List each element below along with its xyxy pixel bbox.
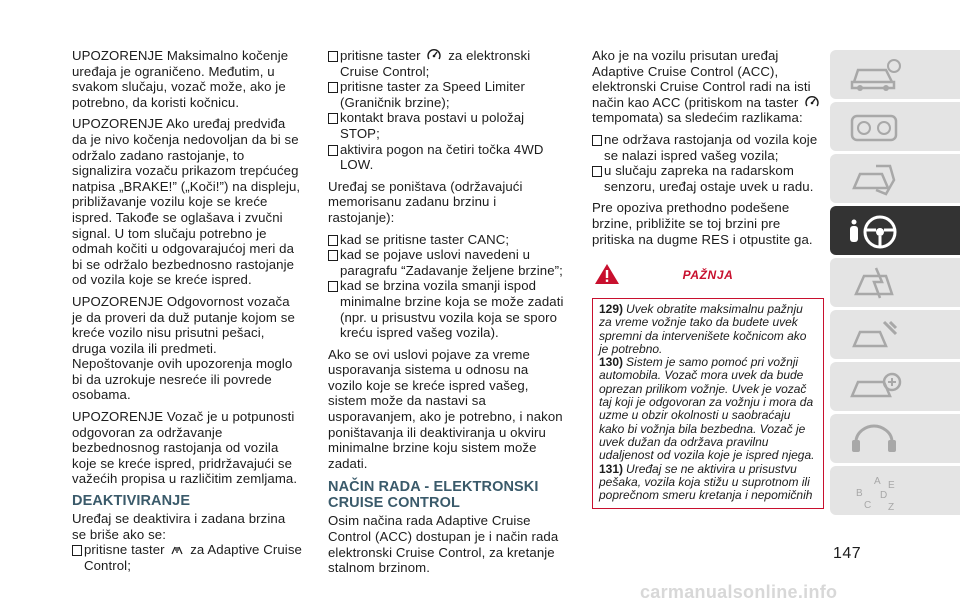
- column-2: [328, 48, 566, 582]
- paragraph: Uređaj se deaktivira i zadana brzina se briše ako se:: [72, 511, 286, 542]
- index-icon: [846, 472, 906, 516]
- paragraph: Ako se ovi uslovi pojave za vreme usporavanja sistema u odnosu na vozilo koje se kreće ispred vašeg, sistem može da nastavi sa usporavanjem, ako je potrebno, i nakon poništavanja ili deaktiviranja u okviru minimalne brzine koju sistem može zadati.: [328, 346, 563, 471]
- warning-item: [599, 463, 817, 503]
- paragraph: UPOZORENJE Odgovornost vozača je da proveri da duž putanje kojom se kreće vozilo nisu prisutni pešaci, druga vozila ili predmeti. Nepoštovanje ovih upozorenja moglo bi da uzrokuje nesreće ili povrede osobama.: [72, 293, 295, 403]
- tech-data-icon: [846, 368, 902, 406]
- dashboard-icon: [846, 108, 902, 146]
- emergency-icon: [846, 264, 902, 302]
- safety-icon: [846, 160, 902, 198]
- warning-item-text: Uvek obratite maksimalnu pažnju za vreme vožnje tako da budete uvek spremni da intervenišete kočnicom ako je potrebno.: [599, 302, 807, 356]
- cruise-control-icon: [804, 95, 820, 109]
- tab-start-drive[interactable]: [830, 206, 960, 255]
- list-item: kad se brzina vozila smanji ispod minimalne brzine koja se može zadati (npr. u prisustvu vozila koja se sporo kreću ispred vašeg vozila).: [328, 278, 566, 340]
- list-item: kad se pojave uslovi navedeni u paragrafu “Zadavanje željene brzine”;: [328, 247, 566, 278]
- tab-car-info[interactable]: [830, 50, 960, 99]
- svg-text:C: C: [864, 500, 872, 511]
- car-info-icon: [846, 56, 902, 94]
- column-1: [72, 48, 302, 573]
- paragraph: UPOZORENJE Maksimalno kočenje uređaja je ograničeno. Međutim, u svakom slučaju, vozač može, ako je potrebno, da koristi kočnicu.: [72, 48, 289, 110]
- footer-watermark: carmanualsonline.info: [640, 582, 838, 602]
- svg-text:D: D: [880, 490, 888, 501]
- svg-text:E: E: [888, 480, 895, 491]
- warning-item-text: Sistem je samo pomoć pri vožnji automobila. Vozač mora uvek da bude oprezan prilikom vožnje. Uvek je vozač taj koji je odgovoran za vožnju i mora da uzme u obzir okolnosti u saobraćaju kako bi vožnja bila bezbedna. Vozač je uvek dužan da održava pravilnu udaljenost od vozila koje je ispred njega.: [599, 355, 815, 463]
- tab-dashboard[interactable]: [830, 102, 960, 151]
- list-item-text: za Adaptive Cruise Control;: [84, 542, 302, 573]
- cruise-control-icon: [426, 48, 442, 62]
- list-item: kontakt brava postavi u položaj STOP;: [328, 110, 566, 141]
- paragraph: Pre opoziva prethodno podešene brzine, približite se toj brzini pre pritiska na dugme RES i otpustite ga.: [592, 200, 813, 247]
- warning-item: [599, 356, 817, 462]
- list-item: ne održava rastojanja od vozila koje se nalazi ispred vašeg vozila;: [592, 132, 824, 163]
- paragraph: Osim načina rada Adaptive Cruise Control (ACC) dostupan je i način rada elektronski Cruise Control, za kretanje stalnom brzinom.: [328, 513, 559, 576]
- paragraph: Uređaj se poništava (održavajući memorisanu zadanu brzinu i rastojanje):: [328, 178, 523, 225]
- paragraph-text: tempomata) sa sledećim razlikama:: [592, 110, 803, 126]
- list-item: u slučaju zapreka na radarskom senzoru, uređaj ostaje uvek u radu.: [592, 163, 824, 194]
- start-drive-icon: [846, 212, 906, 252]
- warning-item: [599, 303, 817, 356]
- list-item: aktivira pogon na četiri točka 4WD LOW.: [328, 142, 566, 173]
- list-item: pritisne taster za Speed Limiter (Graničnik brzine);: [328, 79, 566, 110]
- paragraph: [592, 48, 824, 126]
- list-item: kad se pritisne taster CANC;: [328, 232, 566, 248]
- section-heading: NAČIN RADA - ELEKTRONSKI CRUISE CONTROL: [328, 479, 539, 512]
- tab-tech-data[interactable]: [830, 362, 960, 411]
- section-heading: DEAKTIVIRANJE: [72, 493, 191, 510]
- service-icon: [846, 316, 902, 354]
- tab-multimedia[interactable]: [830, 414, 960, 463]
- warning-body: [592, 298, 824, 509]
- warning-title: PAŽNJA: [682, 268, 734, 282]
- acc-distance-icon: [170, 544, 184, 556]
- warning-item-number: 131): [599, 461, 624, 476]
- list-item: [328, 48, 566, 79]
- chapter-sidebar: [830, 50, 960, 518]
- paragraph: UPOZORENJE Vozač je u potpunosti odgovoran za održavanje bezbednosnog rastojanja od vozila koje se kreće ispred, pridržavajući se važećih propisa u različitim zemljama.: [72, 409, 298, 487]
- tab-safety[interactable]: [830, 154, 960, 203]
- warning-item-text: Uređaj se ne aktivira u prisustvu pešaka, vozila koja stižu u suprotnom ili poprečnom smeru kretanja i nepomičnih: [599, 461, 813, 503]
- svg-text:Z: Z: [888, 502, 895, 513]
- warning-item-number: 129): [599, 302, 624, 316]
- list-item-text: pritisne taster: [340, 48, 421, 63]
- svg-text:B: B: [856, 488, 863, 499]
- column-3: [592, 48, 824, 253]
- paragraph-text: Ako je na vozilu prisutan uređaj Adaptive Cruise Control (ACC), elektronski Cruise Control radi na isti način kao ACC (pritiskom na taster: [592, 48, 811, 110]
- tab-index[interactable]: [830, 466, 960, 515]
- paragraph: UPOZORENJE Ako uređaj predviđa da je nivo kočenja nedovoljan da bi se održalo zadano rastojanje, to signalizira vozaču prikazom trepćućeg natpisa „BRAKE!” („Koči!”) na displeju, približavanje vozilu koje se kreće ispred. Takođe se oglašava i zvučni signal. U tom slučaju potrebno je odmah kočiti u odgovarajućoj meri da bi se održalo bezbednosno rastojanje od vozila koje se kreće ispred.: [72, 116, 301, 288]
- list-item-text: pritisne taster: [84, 542, 165, 558]
- tab-service[interactable]: [830, 310, 960, 359]
- svg-text:A: A: [874, 476, 881, 487]
- multimedia-icon: [846, 420, 902, 458]
- warning-item-number: 130): [599, 355, 624, 370]
- page-number: 147: [833, 545, 862, 562]
- list-item-text: za elektronski Cruise Control;: [340, 48, 531, 79]
- tab-emergency[interactable]: [830, 258, 960, 307]
- list-item: [72, 542, 302, 573]
